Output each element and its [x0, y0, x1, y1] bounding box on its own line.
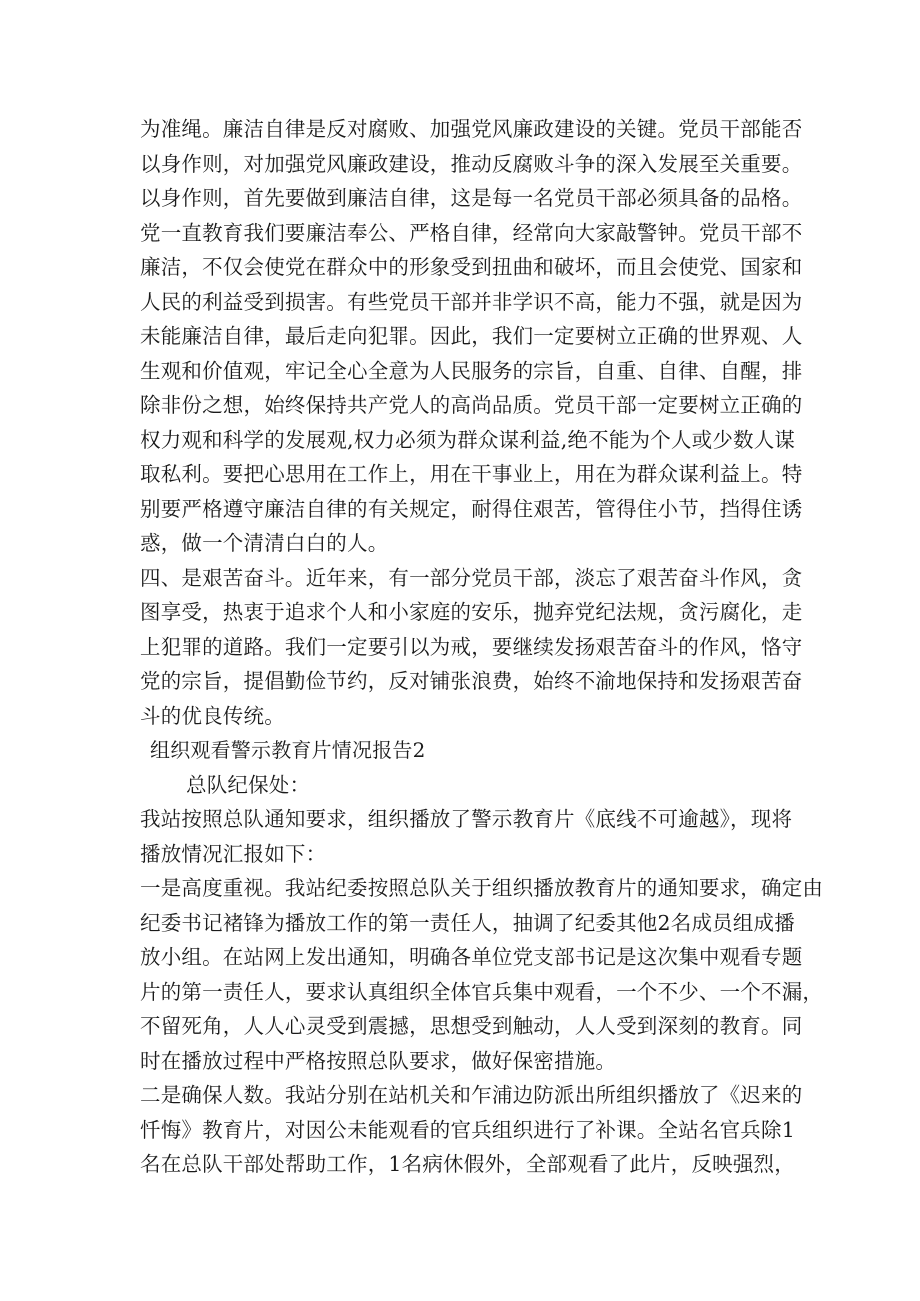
- paragraph-line: 人民的利益受到损害。有些党员干部并非学识不高，能力不强，就是因为: [140, 289, 803, 314]
- paragraph-line: 不留死角，人人心灵受到震撼，思想受到触动，人人受到深刻的教育。同: [140, 1014, 803, 1038]
- paragraph-line: 二是确保人数。我站分别在站机关和乍浦边防派出所组织播放了《迟来的: [140, 1083, 803, 1107]
- paragraph-line: 权力观和科学的发展观,权力必须为群众谋利益,绝不能为个人或少数人谋: [140, 427, 796, 452]
- paragraph-line: 放小组。在站网上发出通知，明确各单位党支部书记是这次集中观看专题: [140, 945, 803, 969]
- paragraph-line: 纪委书记褚锋为播放工作的第一责任人，抽调了纪委其他2名成员组成播: [140, 910, 795, 935]
- paragraph-line: 取私利。要把心思用在工作上，用在干事业上，用在为群众谋利益上。特: [140, 462, 803, 486]
- paragraph-line: 片的第一责任人，要求认真组织全体官兵集中观看，一个不少、一个不漏，: [140, 979, 824, 1004]
- paragraph-line: 党一直教育我们要廉洁奉公、严格自律，经常向大家敲警钟。党员干部不: [140, 220, 803, 245]
- paragraph-line: 惑，做一个清清白白的人。: [140, 531, 389, 555]
- section-heading: 组织观看警示教育片情况报告2: [150, 738, 426, 762]
- paragraph-line: 以身作则，首先要做到廉洁自律，这是每一名党员干部必须具备的品格。: [140, 186, 803, 210]
- paragraph-line: 图享受，热衷于追求个人和小家庭的安乐，抛弃党纪法规，贪污腐化，走: [140, 600, 803, 624]
- paragraph-line: 时在播放过程中严格按照总队要求，做好保密措施。: [140, 1048, 617, 1073]
- paragraph-line: 未能廉洁自律，最后走向犯罪。因此，我们一定要树立正确的世界观、人: [140, 324, 803, 348]
- paragraph-line: 播放情况汇报如下：: [140, 841, 327, 866]
- paragraph-line: 四、是艰苦奋斗。近年来，有一部分党员干部，淡忘了艰苦奋斗作风，贪: [140, 565, 803, 590]
- paragraph-line: 名在总队干部处帮助工作，1名病休假外，全部观看了此片，反映强烈，: [140, 1152, 795, 1176]
- paragraph-line: 上犯罪的道路。我们一定要引以为戒，要继续发扬艰苦奋斗的作风，恪守: [140, 634, 803, 659]
- document-body: [140, 112, 824, 1182]
- paragraph-line: 一是高度重视。我站纪委按照总队关于组织播放教育片的通知要求，确定由: [140, 876, 824, 900]
- paragraph-line: 以身作则，对加强党风廉政建设，推动反腐败斗争的深入发展至关重要。: [140, 151, 803, 176]
- paragraph-line: 别要严格遵守廉洁自律的有关规定，耐得住艰苦，管得住小节，挡得住诱: [140, 496, 803, 521]
- paragraph-line: 廉洁，不仅会使党在群众中的形象受到扭曲和破坏，而且会使党、国家和: [140, 255, 803, 279]
- paragraph-line: 为准绳。廉洁自律是反对腐败、加强党风廉政建设的关键。党员干部能否: [140, 117, 803, 141]
- paragraph-line: 除非份之想，始终保持共产党人的高尚品质。党员干部一定要树立正确的: [140, 393, 803, 417]
- paragraph-line: 我站按照总队通知要求，组织播放了警示教育片《底线不可逾越》，现将: [140, 807, 793, 831]
- paragraph-line: 党的宗旨，提倡勤俭节约，反对铺张浪费，始终不渝地保持和发扬艰苦奋: [140, 669, 803, 693]
- paragraph-line: 生观和价值观，牢记全心全意为人民服务的宗旨，自重、自律、自醒，排: [140, 358, 803, 383]
- paragraph-line: 忏悔》教育片，对因公未能观看的官兵组织进行了补课。全站名官兵除1: [140, 1117, 795, 1142]
- paragraph-line: 斗的优良传统。: [140, 703, 285, 728]
- salutation-line: 总队纪保处：: [186, 772, 311, 797]
